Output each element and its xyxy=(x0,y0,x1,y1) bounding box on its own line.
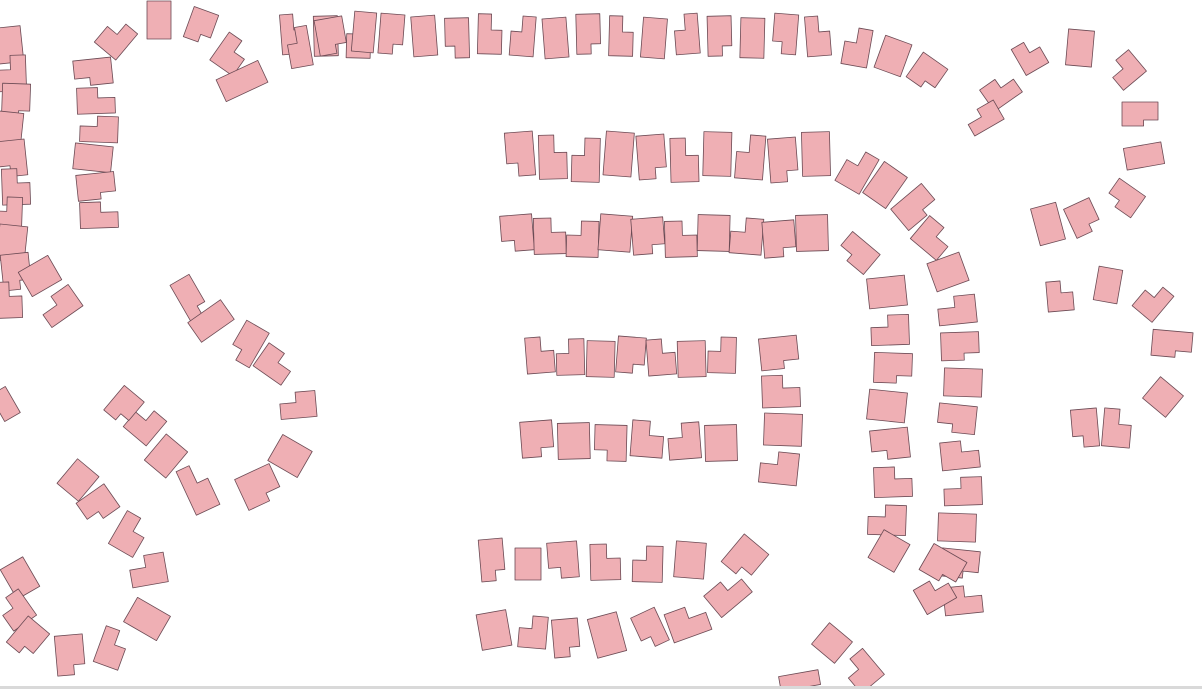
building-footprint[interactable] xyxy=(1122,102,1158,126)
building-footprint[interactable] xyxy=(937,403,978,435)
building-footprint[interactable] xyxy=(940,439,981,471)
building-footprint[interactable] xyxy=(646,338,677,376)
building-footprint[interactable] xyxy=(616,336,647,374)
building-footprint[interactable] xyxy=(670,138,699,183)
building-footprint[interactable] xyxy=(640,17,667,59)
building-footprint[interactable] xyxy=(1065,29,1094,67)
building-footprint[interactable] xyxy=(603,131,634,177)
building-footprint[interactable] xyxy=(268,435,312,478)
building-footprint[interactable] xyxy=(772,13,799,55)
building-footprint[interactable] xyxy=(673,13,700,55)
building-footprint[interactable] xyxy=(664,221,697,258)
building-footprint[interactable] xyxy=(767,137,798,183)
building-footprint[interactable] xyxy=(128,552,169,588)
building-footprint[interactable] xyxy=(37,284,83,327)
building-footprint[interactable] xyxy=(1143,377,1184,418)
building-footprint[interactable] xyxy=(94,16,137,60)
building-footprint[interactable] xyxy=(1151,329,1193,358)
building-footprint[interactable] xyxy=(598,214,633,252)
building-footprint[interactable] xyxy=(707,16,732,57)
building-footprint[interactable] xyxy=(557,423,590,460)
building-footprint[interactable] xyxy=(0,387,20,422)
building-footprint[interactable] xyxy=(587,612,626,658)
building-footprint[interactable] xyxy=(77,87,116,114)
building-footprint[interactable] xyxy=(735,134,766,180)
building-footprint[interactable] xyxy=(873,466,912,497)
building-footprint[interactable] xyxy=(873,352,912,383)
building-footprint[interactable] xyxy=(411,15,438,57)
building-footprint[interactable] xyxy=(1101,408,1132,448)
building-footprint[interactable] xyxy=(840,648,885,689)
building-footprint[interactable] xyxy=(763,413,802,446)
building-footprint[interactable] xyxy=(758,335,799,371)
building-footprint[interactable] xyxy=(631,607,670,651)
building-footprint[interactable] xyxy=(235,464,284,511)
building-footprint[interactable] xyxy=(944,477,983,506)
building-footprint[interactable] xyxy=(594,425,627,462)
building-footprint[interactable] xyxy=(609,16,634,57)
building-footprint[interactable] xyxy=(538,135,567,180)
building-footprint[interactable] xyxy=(176,461,220,515)
building-footprint[interactable] xyxy=(551,618,580,658)
building-footprint[interactable] xyxy=(721,534,769,582)
building-footprint[interactable] xyxy=(525,336,556,374)
building-footprint[interactable] xyxy=(571,138,600,183)
building-footprint[interactable] xyxy=(1132,280,1174,323)
building-footprint[interactable] xyxy=(566,221,599,258)
building-footprint[interactable] xyxy=(1104,178,1145,218)
building-footprint[interactable] xyxy=(667,422,702,460)
building-footprint[interactable] xyxy=(586,341,615,378)
building-footprint[interactable] xyxy=(796,215,829,252)
building-footprint[interactable] xyxy=(476,610,512,651)
building-footprint[interactable] xyxy=(761,375,800,408)
building-footprint[interactable] xyxy=(1011,37,1049,76)
building-footprint[interactable] xyxy=(801,132,830,177)
building-footprint[interactable] xyxy=(73,143,114,173)
building-footprint[interactable] xyxy=(477,14,502,55)
building-footprint[interactable] xyxy=(708,337,737,374)
building-footprint[interactable] xyxy=(80,116,119,143)
building-footprint[interactable] xyxy=(73,57,114,87)
building-footprint[interactable] xyxy=(279,390,317,419)
building-footprint[interactable] xyxy=(54,634,85,676)
building-footprint[interactable] xyxy=(804,15,831,57)
building-footprint[interactable] xyxy=(870,427,911,461)
building-footprint[interactable] xyxy=(183,7,218,46)
building-footprint[interactable] xyxy=(729,217,764,255)
building-footprint[interactable] xyxy=(504,131,535,177)
building-footprint[interactable] xyxy=(870,314,909,345)
building-footprint[interactable] xyxy=(758,450,799,486)
building-footprint[interactable] xyxy=(664,601,712,643)
building-footprint[interactable] xyxy=(1093,266,1123,304)
building-footprint[interactable] xyxy=(704,570,753,617)
building-footprint[interactable] xyxy=(1106,50,1147,91)
building-footprint[interactable] xyxy=(697,215,730,252)
building-footprint[interactable] xyxy=(147,1,171,39)
building-footprint[interactable] xyxy=(76,171,117,201)
building-footprint[interactable] xyxy=(500,214,535,252)
building-footprint[interactable] xyxy=(632,546,663,583)
building-footprint[interactable] xyxy=(547,541,580,579)
building-footprint[interactable] xyxy=(108,511,151,558)
building-footprint[interactable] xyxy=(542,17,569,59)
building-footprint[interactable] xyxy=(124,597,171,640)
building-footprint[interactable] xyxy=(938,513,977,542)
building-footprint[interactable] xyxy=(674,541,707,579)
building-footprint[interactable] xyxy=(533,218,566,255)
building-footprint[interactable] xyxy=(836,231,880,274)
building-footprint[interactable] xyxy=(636,134,667,180)
building-footprint[interactable] xyxy=(1070,408,1099,448)
building-footprint[interactable] xyxy=(867,275,908,309)
building-footprint[interactable] xyxy=(576,14,601,55)
building-footprint[interactable] xyxy=(518,615,549,649)
building-footprint[interactable] xyxy=(1031,202,1066,245)
building-footprint[interactable] xyxy=(941,332,980,361)
building-footprint[interactable] xyxy=(868,530,910,573)
building-footprint[interactable] xyxy=(740,18,765,59)
building-footprint[interactable] xyxy=(1123,142,1164,170)
building-footprint[interactable] xyxy=(703,132,732,177)
building-footprint[interactable] xyxy=(93,626,130,671)
building-footprint[interactable] xyxy=(478,538,506,582)
building-footprint[interactable] xyxy=(812,623,853,664)
building-footprint[interactable] xyxy=(351,11,376,53)
building-footprint[interactable] xyxy=(937,294,978,326)
building-footprint[interactable] xyxy=(867,389,908,423)
building-footprint[interactable] xyxy=(378,13,405,55)
building-footprint[interactable] xyxy=(509,15,536,57)
building-footprint[interactable] xyxy=(944,368,983,397)
building-footprint[interactable] xyxy=(874,35,912,77)
building-footprint[interactable] xyxy=(590,544,621,581)
building-footprint[interactable] xyxy=(1064,198,1103,239)
building-footprint[interactable] xyxy=(520,420,555,458)
building-footprint[interactable] xyxy=(1046,280,1075,312)
building-footprint[interactable] xyxy=(556,339,585,376)
building-footprint[interactable] xyxy=(677,341,706,378)
building-footprint[interactable] xyxy=(631,217,666,255)
building-footprint[interactable] xyxy=(762,220,797,258)
building-footprint[interactable] xyxy=(630,420,665,458)
building-footprint[interactable] xyxy=(515,548,541,580)
building-footprint[interactable] xyxy=(80,201,119,228)
building-footprint[interactable] xyxy=(314,16,348,56)
building-footprint[interactable] xyxy=(705,425,738,462)
building-footprint[interactable] xyxy=(445,18,470,59)
building-footprint[interactable] xyxy=(906,52,948,94)
building-footprint[interactable] xyxy=(841,26,873,68)
